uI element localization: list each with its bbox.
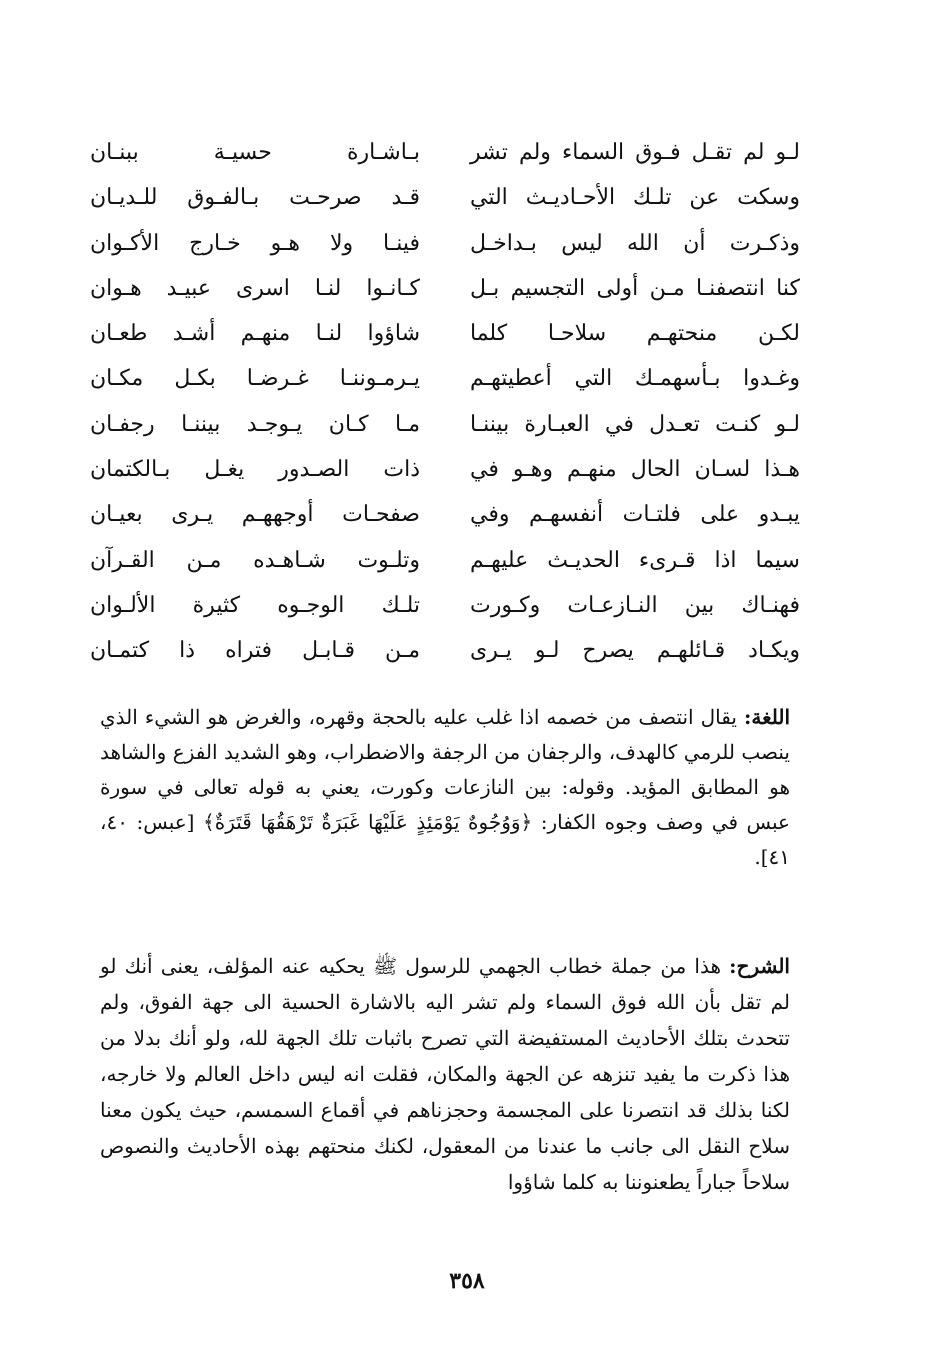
commentary-paragraph xyxy=(100,948,790,1200)
verse-hemistich: مـن قـابـل فتراه ذا كتمـان xyxy=(90,638,420,664)
verse-hemistich: هـذا لسـان الحال منهـم وهـو في xyxy=(470,457,800,483)
poem-left-column xyxy=(90,130,420,674)
verse-hemistich: ذات الصـدور يغـل بـالكتمان xyxy=(90,457,420,483)
verse-hemistich: وغـدوا بـأسهمـك التي أعطيتهـم xyxy=(470,366,800,392)
verse-hemistich: سيما اذا قـرىء الحديـث عليهـم xyxy=(470,547,800,573)
verse-hemistich: كـانـوا لنـا اسرى عبيـد هـوان xyxy=(90,275,420,301)
verse-hemistich: لـو لم تقـل فـوق السماء ولم تشر xyxy=(470,140,800,165)
commentary-text: هذا من جملة خطاب الجهمي للرسول ﷺ يحكيه عنه المؤلف، يعنى أنك لو لم تقل بأن الله فوق السماء ولم تشر اليه بالاشارة الحسية الى جهة الفوق، ولم تتحدث بتلك الأحاديث المستفيضة التي تصرح باثبات تلك الجهة لله، ولو أنك بدلا من هذا ذكرت ما يفيد تنزهه عن الجهة والمكان، فقلت انه ليس داخل العالم ولا خارجه، لكنا بذلك قد انتصرنا على المجسمة وحجزناهم في أقماع السمسم، حيث يكون معنا سلاح النقل الى جانب ما عندنا من المعقول، لكنك منحتهم بهذه الأحاديث والنصوص سلاحاً جباراً يطعنوننا به كلما شاؤوا xyxy=(100,954,790,1194)
verse-hemistich: فهنـاك بين النـازعـات وكـورت xyxy=(470,592,800,618)
verse-hemistich: بـاشـارة حسيـة ببنـان xyxy=(90,140,420,165)
verse-hemistich: فينـا ولا هـو خـارج الأكـوان xyxy=(90,230,420,256)
verse-hemistich: كنا انتصفنـا مـن أولى التجسيم بـل xyxy=(470,275,800,301)
lexicon-paragraph xyxy=(100,700,790,875)
verse-hemistich: صفحـات أوجههـم يـرى بعيـان xyxy=(90,502,420,528)
verse-hemistich: يبـدو على فلتـات أنفسهـم وفي xyxy=(470,502,800,528)
commentary-label: الشرح: xyxy=(729,954,790,978)
poem-right-column xyxy=(470,130,800,674)
lexicon-label: اللغة: xyxy=(743,705,790,729)
verse-hemistich: لكـن منحتهـم سلاحـا كلما xyxy=(470,321,800,347)
verse-hemistich: ويكـاد قـائلهـم يصرح لـو يـرى xyxy=(470,638,800,664)
verse-hemistich: وسكت عن تلـك الأحـاديـث التي xyxy=(470,185,800,211)
poem-block xyxy=(90,130,800,670)
verse-hemistich: مـا كـان يـوجـد بيننـا رجفـان xyxy=(90,411,420,437)
page-number: ٣٥٨ xyxy=(449,1268,485,1294)
verse-hemistich: شاؤوا لنـا منهـم أشـد طعـان xyxy=(90,321,420,347)
verse-hemistich: يـرمـوننـا غـرضـا بكـل مكـان xyxy=(90,366,420,392)
verse-hemistich: وتلـوت شـاهـده مـن القـرآن xyxy=(90,547,420,573)
verse-hemistich: قـد صرحـت بـالفـوق للـديـان xyxy=(90,185,420,211)
lexicon-text: يقال انتصف من خصمه اذا غلب عليه بالحجة وقهره، والغرض هو الشيء الذي ينصب للرمي كالهدف، والرجفان من الرجفة والاضطراب، وهو الشديد الفزع والشاهد هو المطابق المؤيد. وقوله: بين النازعات وكورت، يعني به قوله تعالى في سورة عبس في وصف وجوه الكفار: ﴿وَوُجُوهٌ يَوْمَئِذٍ عَلَيْهَا غَبَرَةٌ تَرْهَقُهَا قَتَرَةٌ﴾ [عبس: ٤٠، ٤١]. xyxy=(100,705,790,869)
verse-hemistich: وذكـرت أن الله ليس بـداخـل xyxy=(470,230,800,256)
verse-hemistich: لـو كنـت تعـدل في العبـارة بيننـا xyxy=(470,411,800,437)
verse-hemistich: تلـك الوجـوه كثيرة الألـوان xyxy=(90,592,420,618)
